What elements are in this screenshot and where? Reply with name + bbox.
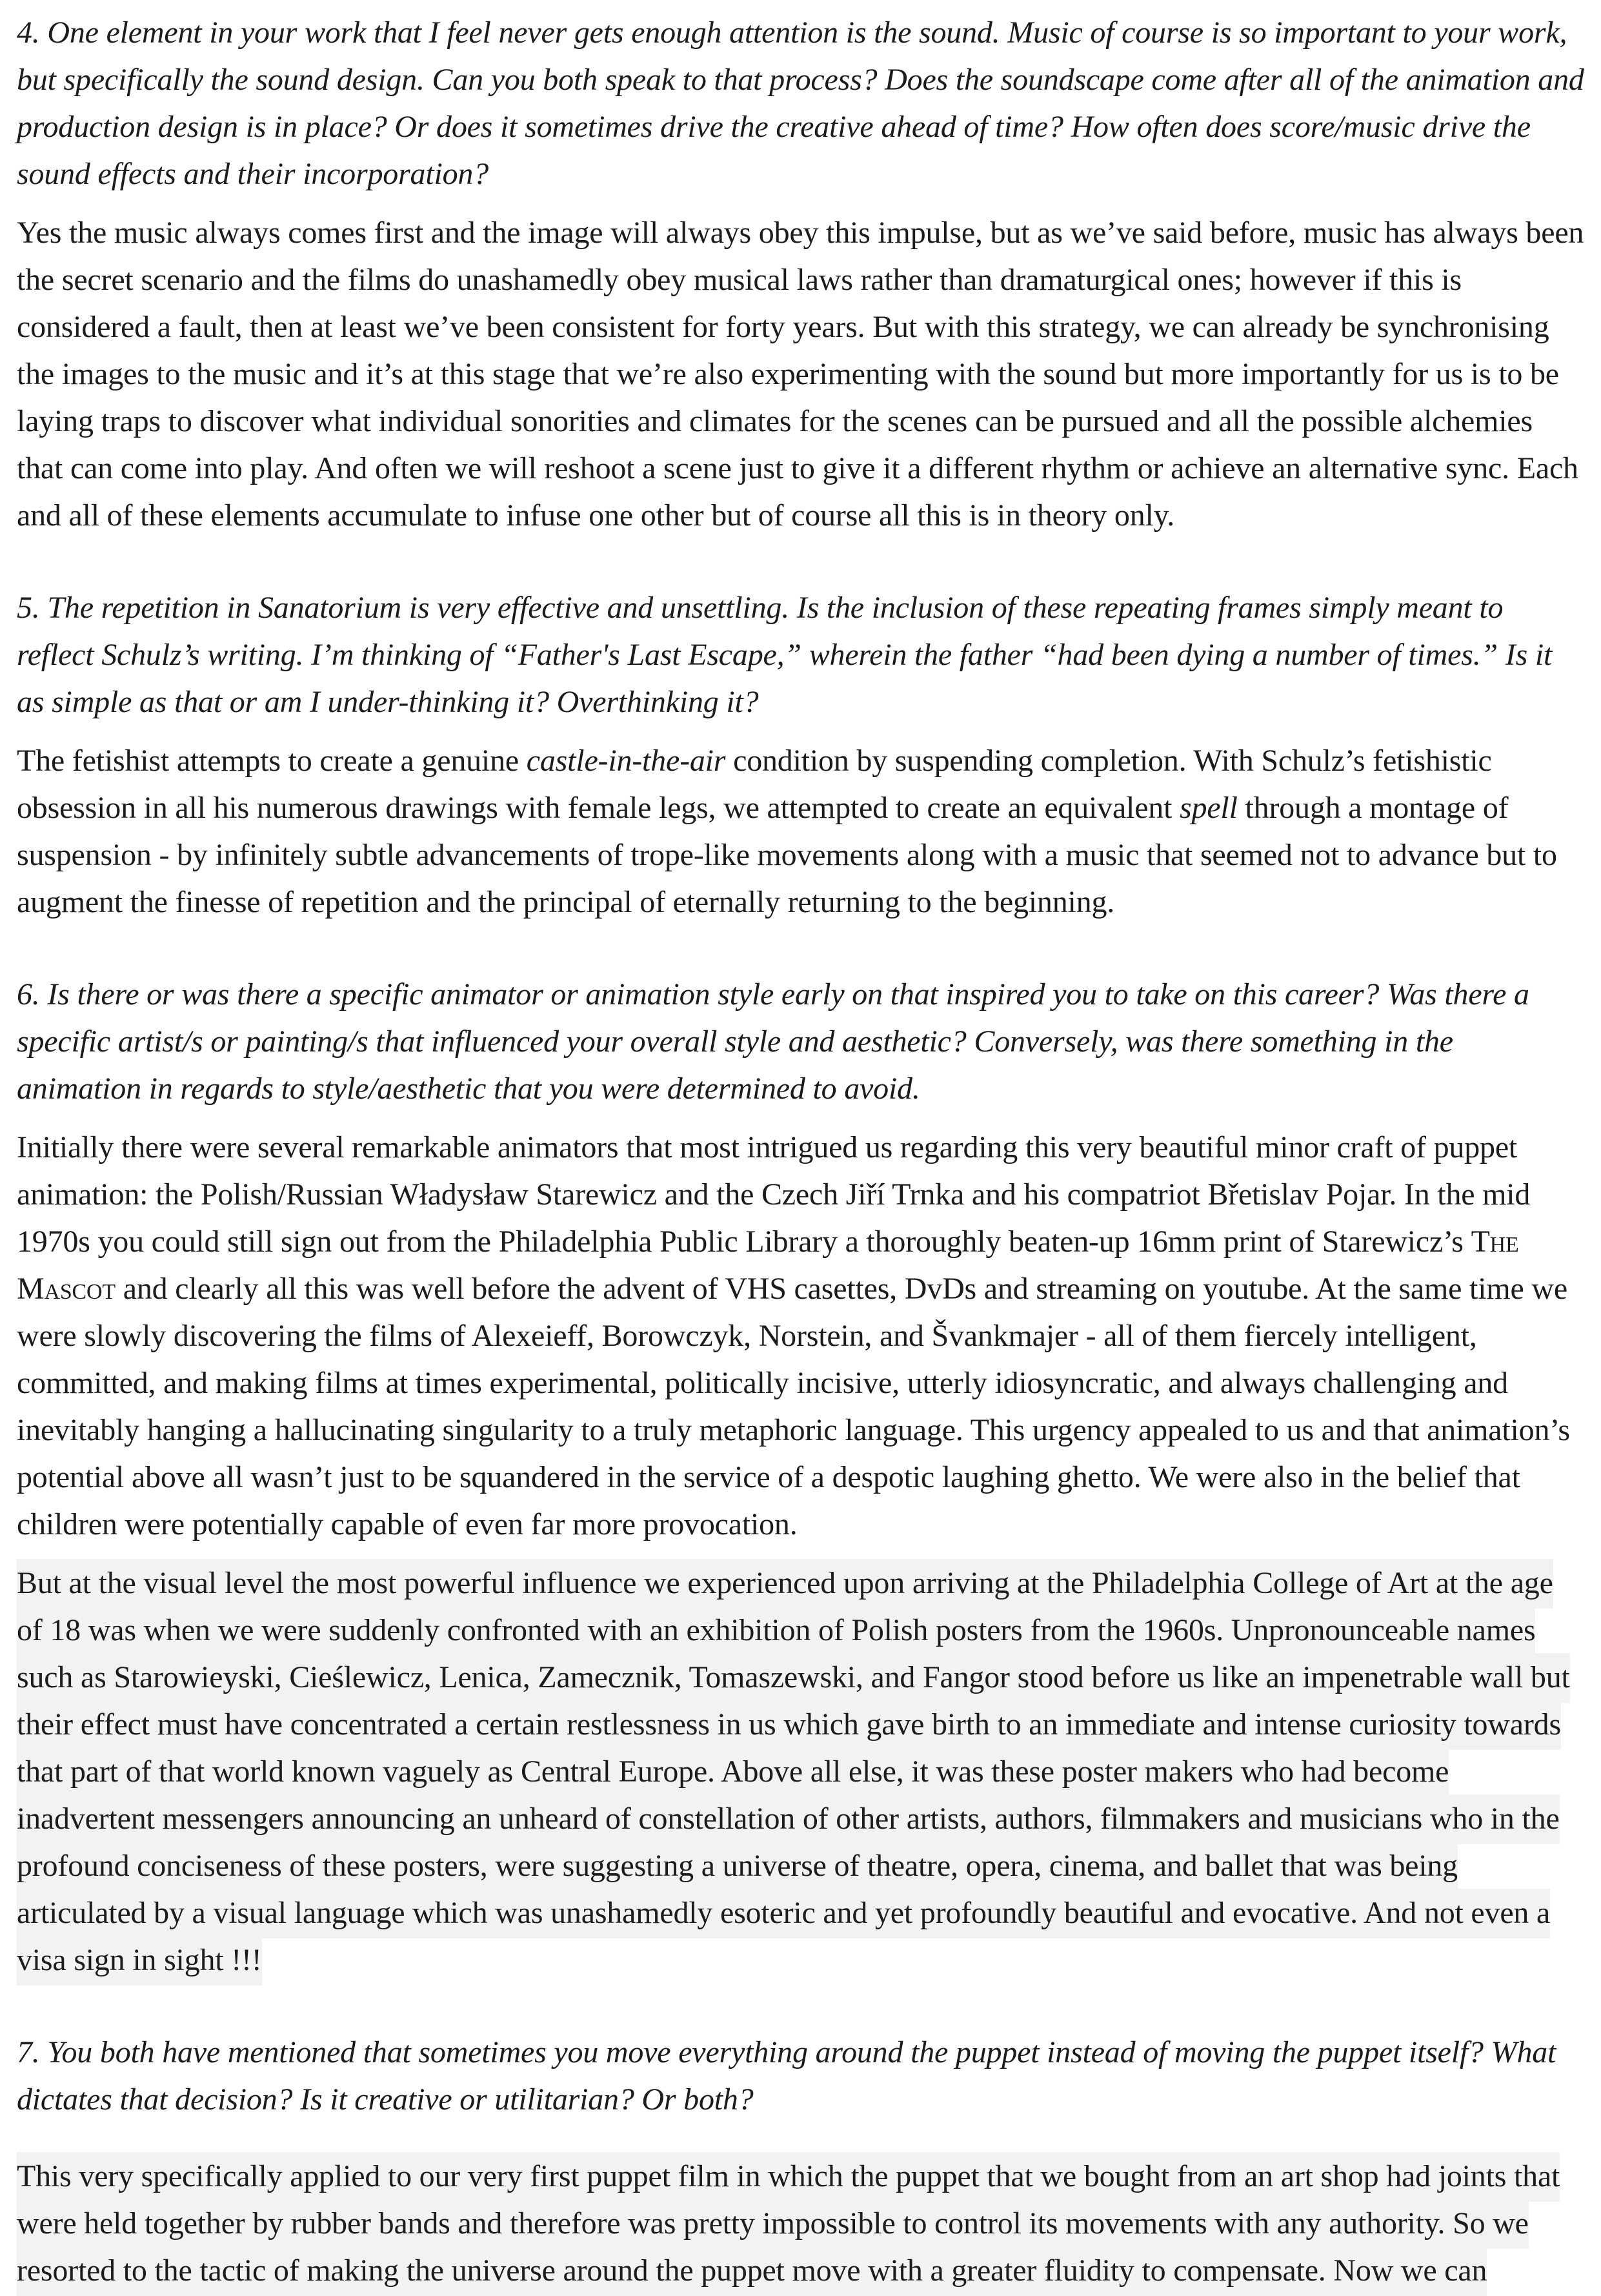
- question-4-paragraph: [17, 9, 1584, 198]
- text-run: castle-in-the-air: [526, 744, 726, 778]
- answer-7-highlighted-paragraph: [17, 2153, 1584, 2294]
- question-7-paragraph: [17, 2029, 1584, 2123]
- text-run: The fetishist attempts to create a genuine: [17, 744, 527, 778]
- answer-6-highlighted-paragraph: [17, 1559, 1584, 1984]
- text-run: condition by suspending completion. With Schulz’s fetishistic obsession in all his numerous drawings with female legs, we attempted to create an equivalent: [17, 744, 1492, 825]
- text-run: The Mascot: [17, 1224, 1519, 1306]
- text-run: Initially there were several remarkable animators that most intrigued us regarding this very beautiful minor craft of puppet animation: the Polish/Russian Władysław Starewicz and the Czech Jiří Trnka and his compatriot Břetislav Pojar. In the mid 1970s you could still sign out from the Philadelphia Public Library a thoroughly beaten-up 16mm print of Starewicz’s: [17, 1130, 1531, 1259]
- text-run: through a montage of suspension - by infinitely subtle advancements of trope-like movements along with a music that seemed not to advance but to augment the finesse of repetition and the principal of eternally returning to the beginning.: [17, 791, 1557, 919]
- answer-6-paragraph: [17, 1124, 1584, 1548]
- text-run: 4. One element in your work that I feel never gets enough attention is the sound. Music of course is so important to your work, but specifically the sound design. Can you both speak to that process? Does the soundscape come after all of the animation and production design is in place? Or does it sometimes drive the creative ahead of time? How often does score/music drive the sound effects and their incorporation?: [17, 15, 1584, 191]
- text-run: This very specifically applied to our very first puppet film in which the puppet that we bought from an art shop had joints that were held together by rubber bands and therefore was pretty impossible to control its movements with any authority. So we resorted to the tactic of making the universe around the puppet move with a greater fluidity to compensate. Now we can: [17, 2152, 1560, 2296]
- answer-5-paragraph: [17, 737, 1584, 926]
- text-run: 5. The repetition in Sanatorium is very effective and unsettling. Is the inclusion of these repeating frames simply meant to reflect Schulz’s writing. I’m thinking of “Father's Last Escape,” wherein the father “had been dying a number of times.” Is it as simple as that or am I under-thinking it? Overthinking it?: [17, 591, 1553, 719]
- text-run: 6. Is there or was there a specific animator or animation style early on that inspired you to take on this career? Was there a specific artist/s or painting/s that influenced your overall style and aesthetic? Conversely, was there something in the animation in regards to style/aesthetic that you were determined to avoid.: [17, 977, 1529, 1106]
- answer-4-paragraph: [17, 209, 1584, 539]
- question-5-paragraph: [17, 584, 1584, 726]
- text-run: Yes the music always comes first and the image will always obey this impulse, but as we’ve said before, music has always been the secret scenario and the films do unashamedly obey musical laws rather than dramaturgical ones; however if this is considered a fault, then at least we’ve been consistent for forty years. But with this strategy, we can already be synchronising the images to the music and it’s at this stage that we’re also experimenting with the sound but more importantly for us is to be laying traps to discover what individual sonorities and climates for the scenes can be pursued and all the possible alchemies that can come into play. And often we will reshoot a scene just to give it a different rhythm or achieve an alternative sync. Each and all of these elements accumulate to infuse one other but of course all this is in theory only.: [17, 216, 1584, 533]
- text-run: and clearly all this was well before the advent of VHS casettes, DvDs and streaming on youtube. At the same time we were slowly discovering the films of Alexeieff, Borowczyk, Norstein, and Švankmajer - all of them fiercely intelligent, committed, and making films at times experimental, politically incisive, utterly idiosyncratic, and always challenging and inevitably hanging a hallucinating singularity to a truly metaphoric language. This urgency appealed to us and that animation’s potential above all wasn’t just to be squandered in the service of a despotic laughing ghetto. We were also in the belief that children were potentially capable of even far more provocation.: [17, 1272, 1570, 1541]
- text-run: 7. You both have mentioned that sometimes you move everything around the puppet instead of moving the puppet itself? What dictates that decision? Is it creative or utilitarian? Or both?: [17, 2035, 1556, 2117]
- question-6-paragraph: [17, 971, 1584, 1112]
- text-run: But at the visual level the most powerful influence we experienced upon arriving at the Philadelphia College of Art at the age of 18 was when we were suddenly confronted with an exhibition of Polish posters from the 1960s. Unpronounceable names such as Starowieyski, Cieślewicz, Lenica, Zamecznik, Tomaszewski, and Fangor stood before us like an impenetrable wall but their effect must have concentrated a certain restlessness in us which gave birth to an immediate and intense curiosity towards that part of that world known vaguely as Central Europe. Above all else, it was these poster makers who had become inadvertent messengers announcing an unheard of constellation of other artists, authors, filmmakers and musicians who in the profound conciseness of these posters, were suggesting a universe of theatre, opera, cinema, and ballet that was being articulated by a visual language which was unashamedly esoteric and yet profoundly beautiful and evocative. And not even a visa sign in sight !!!: [17, 1559, 1570, 1986]
- text-run: spell: [1180, 791, 1238, 825]
